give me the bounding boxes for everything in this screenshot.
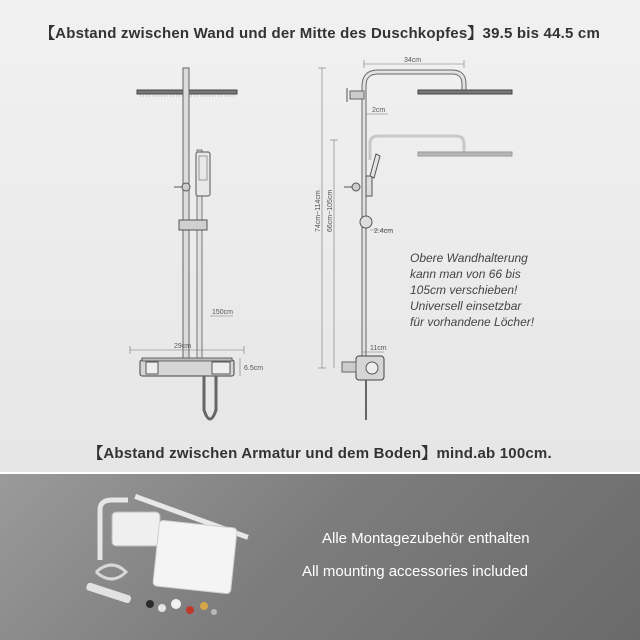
bracket-note — [410, 250, 550, 330]
accessories-english-text: All mounting accessories included — [302, 563, 528, 580]
rain-head-part — [153, 520, 237, 594]
mixer-height-label: 6.5cm — [244, 365, 264, 372]
arm-length-label: 34cm — [404, 57, 422, 64]
hose-front — [204, 376, 216, 419]
slider-bracket-front — [179, 220, 207, 230]
note-line: 105cm verschieben! — [410, 283, 518, 297]
bracket-offset-label: 2.4cm — [374, 228, 394, 235]
hand-shower-part — [86, 582, 132, 604]
height-range-label: 74cm~114cm — [315, 190, 322, 232]
floor-distance-headline: 【Abstand zwischen Armatur und dem Boden】mind.ab 100cm. — [88, 445, 552, 462]
accessories-german-text: Alle Montagezubehör enthalten — [322, 530, 530, 547]
side-view — [318, 60, 512, 420]
note-line: Obere Wandhalterung — [410, 251, 528, 265]
hose-length-label: 150cm — [212, 309, 234, 316]
riser-pipe-front — [183, 68, 189, 360]
hose-part — [96, 565, 126, 579]
offset-label: 2cm — [372, 107, 386, 114]
note-line: kann man von 66 bis — [410, 267, 521, 281]
wall-distance-headline: 【Abstand zwischen Wand und der Mitte des Duschkopfes】39.5 bis 44.5 cm — [39, 25, 601, 42]
mixer-part — [112, 512, 160, 546]
front-view — [130, 68, 244, 419]
bracket-range-label: 66cm~105cm — [327, 189, 334, 232]
note-line: Universell einsetzbar — [410, 299, 522, 313]
note-line: für vorhandene Löcher! — [410, 315, 535, 329]
hand-shower-front — [196, 152, 210, 196]
rain-head-side — [418, 90, 512, 94]
mixer-depth-label: 11cm — [370, 345, 387, 352]
accessories-illustration — [86, 494, 249, 615]
mixer-width-label: 29cm — [174, 343, 192, 350]
hand-shower-side — [366, 176, 372, 196]
